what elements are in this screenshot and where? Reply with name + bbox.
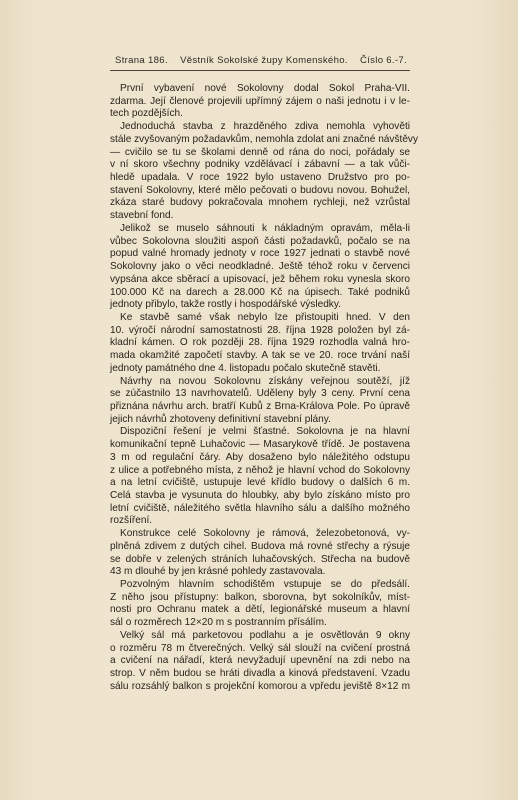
text-line: Pozvolným hlavním schodištěm vstupuje se do předsálí. bbox=[120, 579, 410, 591]
text-line: Celá stavba je vysunuta do hloubky, aby bylo získáno místo pro bbox=[110, 490, 410, 501]
text-line: a cvičení na nářadí, která nevyžadují upevnění na zdi nebo na bbox=[110, 655, 410, 667]
running-header bbox=[115, 55, 407, 66]
text-line: o rozměru 78 m čtverečných. Velký sál slouží na cvičení prostná bbox=[110, 642, 410, 654]
text-line: 10. výročí národní samostatnosti 28. října 1928 položen byl zá- bbox=[110, 324, 410, 336]
text-line: Jelikož se muselo sáhnouti k nákladným opravám, měla-li bbox=[120, 222, 410, 234]
text-line: se zúčastnilo 13 navrhovatelů. Uděleny byly 3 ceny. První cena bbox=[110, 388, 410, 400]
text-line: Dispoziční řešení je velmi šťastné. Sokolovna je na hlavní bbox=[120, 426, 410, 438]
text-line: rozšíření. bbox=[110, 515, 153, 527]
text-line: Návrhy na novou Sokolovnu získány veřejnou soutěží, jíž bbox=[120, 375, 410, 387]
text-line: jejich návrhů zhotoveny definitivní stavební plány. bbox=[110, 413, 331, 425]
text-line: stavení Sokolovny, které mělo pečovati o budovu novou. Bohužel, bbox=[110, 184, 410, 196]
text-line: popud valné hromady jednoty v roce 1927 jednati o stavbě nové bbox=[110, 248, 410, 260]
text-line: sálu rozsáhlý balkon s projekční komorou a vpředu jeviště 8×12 m bbox=[110, 680, 410, 692]
text-line: hledě upadala. V roce 1922 bylo ustaveno Družstvo pro po- bbox=[110, 172, 410, 184]
text-line: nosti pro Ochranu matek a dětí, legionářské museum a hlavní bbox=[110, 604, 410, 616]
text-line: kladní kámen. O rok později 28. října 1929 rozhodla valná hro- bbox=[110, 337, 410, 349]
text-line: Jednoduchá stavba z hrazděného zdiva nemohla vyhověti bbox=[120, 121, 410, 133]
text-line: z ulice a potřebného místa, z něhož je hlavní vchod do Sokolovny bbox=[110, 464, 410, 476]
text-line: Konstrukce celé Sokolovny je rámová, železobetonová, vy- bbox=[120, 528, 410, 540]
text-line: zkáza staré budovy pokračovala mnohem rychleji, než vzrůstal bbox=[110, 197, 410, 209]
text-line: sál o rozměrech 12×20 m s postranním přísálím. bbox=[110, 617, 327, 629]
text-line: — cvičilo se tu se školami denně od rána do noci, pořádaly se bbox=[110, 146, 410, 158]
text-line: mada okamžité započetí stavby. A tak se ve 20. roce trvání naší bbox=[110, 350, 410, 362]
header-rule bbox=[110, 70, 410, 71]
text-line: Ke stavbě samé však nebylo lze přistoupiti hned. V den bbox=[120, 311, 410, 323]
page-number: Strana 186. bbox=[115, 55, 168, 66]
text-line: přiznána návrhu arch. bratří Kubů z Brna-Králova Pole. Po úpravě bbox=[110, 400, 410, 412]
text-line: stavební fond. bbox=[110, 210, 174, 222]
text-line: 3 m od regulační čáry. Aby dosaženo bylo náležitého odstupu bbox=[110, 451, 410, 463]
text-line: plněná zdivem z dutých cihel. Budova má rovné střechy a rýsuje bbox=[110, 540, 410, 552]
text-line: vůbec Sokolovna sloužiti aspoň části požadavků, počalo se na bbox=[110, 235, 410, 247]
journal-title: Věstník Sokolské župy Komenského. bbox=[180, 55, 348, 66]
text-line: 100.000 Kč na darech a 28.000 Kč na úpisech. Také podniků bbox=[110, 286, 410, 298]
text-line: v ní skoro všechny podniky vzdělávací i zábavní — a tak vůči- bbox=[110, 159, 410, 171]
text-line: Sokolovny jako o věci neodkladné. Ještě téhož roku v červenci bbox=[110, 261, 410, 273]
text-line: stále zvyšovaným požadavkům, nemohla zdolat ani značné návštěvy bbox=[110, 133, 419, 145]
text-line: První vybavení nové Sokolovny dodal Sokol Praha-VII. bbox=[120, 83, 410, 94]
text-line: tech pozdějších. bbox=[110, 108, 183, 120]
text-line: letní cvičiště, náležitého světla hlavního sálu a dalšího možného bbox=[110, 502, 410, 514]
text-line: komunikační tepně Luhačovic — Masarykově třídě. Je postavena bbox=[110, 439, 410, 451]
text-line: 43 m dlouhé by jen krásné pohledy zastavovala. bbox=[110, 566, 326, 578]
text-line: Z něho jsou přístupny: balkon, sborovna, byt sokolníkův, míst- bbox=[110, 591, 410, 603]
text-line: jednoty přibylo, takže rostly i hospodářské výsledky. bbox=[110, 299, 341, 311]
text-line: vypsána akce sběrací a upisovací, jež během roku vynesla skoro bbox=[110, 273, 410, 285]
text-line: a na letní cvičiště, ustupuje levé křídlo budovy o dalších 6 m. bbox=[110, 477, 410, 489]
text-line: se dobře v zelených stráních luhačovských. Střecha na budově bbox=[110, 553, 410, 565]
article-body bbox=[110, 83, 419, 694]
text-line: jednoty památného dne 4. listopadu počalo skutečně stavěti. bbox=[110, 362, 381, 374]
text-line: zdarma. Její členové projevili upřímný zájem o naši jednotu i v le- bbox=[110, 95, 410, 107]
text-line: strop. V něm budou se hráti divadla a kinová představení. Vzadu bbox=[110, 668, 410, 680]
issue-number: Číslo 6.-7. bbox=[359, 55, 407, 66]
text-line: Velký sál má parketovou podlahu a je osvětlován 9 okny bbox=[120, 629, 410, 641]
